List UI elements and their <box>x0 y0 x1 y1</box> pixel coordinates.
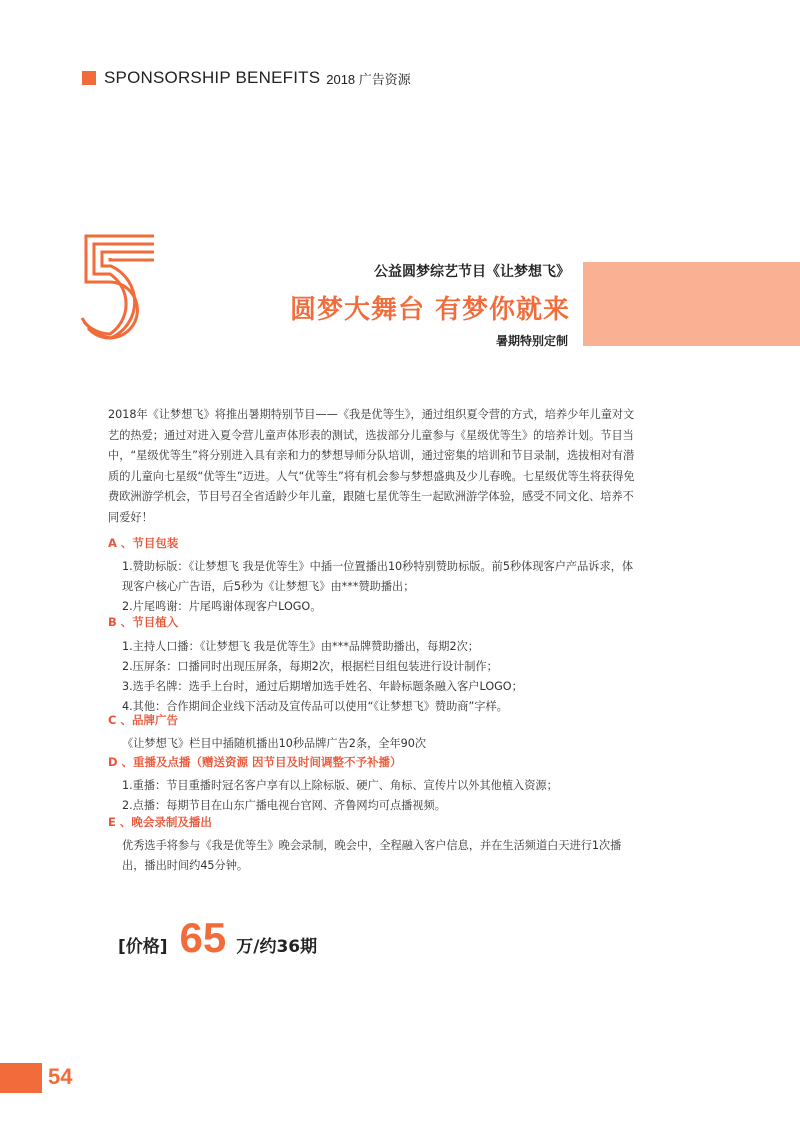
page-number-box <box>0 1063 42 1093</box>
header-square-icon <box>82 71 96 85</box>
page-number: 54 <box>48 1064 73 1089</box>
hero-tag: 暑期特别定制 <box>495 334 568 348</box>
list-item: 2.压屏条：口播同时出现压屏条，每期2次，根据栏目组包装进行设计制作； <box>122 660 498 673</box>
price-value: 65 <box>179 914 227 961</box>
list-item: 2.点播：每期节目在山东广播电视台官网、齐鲁网均可点播视频。 <box>122 799 446 812</box>
list-item: 3.选手名牌：选手上台时，通过后期增加选手姓名、年龄标题条融入客户LOGO； <box>122 680 523 693</box>
section-d-heading: D 、重播及点播（赠送资源 因节目及时间调整不予补播） <box>108 755 402 769</box>
section-a-body <box>122 557 642 617</box>
section-e-body <box>122 836 642 876</box>
section-b-heading: B 、节目植入 <box>108 615 179 629</box>
section-d-body <box>122 776 642 816</box>
big-number-five-icon <box>80 232 160 342</box>
list-item: 4.其他：合作期间企业线下活动及宣传品可以使用“《让梦想飞》赞助商”字样。 <box>122 700 508 713</box>
section-c-body <box>122 734 642 754</box>
list-item: 优秀选手将参与《我是优等生》晚会录制，晚会中，全程融入客户信息，并在生活频道白天进行1次播出，播出时间约45分钟。 <box>122 839 622 872</box>
header-title: SPONSORSHIP BENEFITS <box>104 68 321 87</box>
list-item: 2.片尾鸣谢：片尾鸣谢体现客户LOGO。 <box>122 600 322 613</box>
hero-decorative-bar <box>583 262 800 346</box>
price-block <box>118 914 317 966</box>
intro-paragraph: 2018年《让梦想飞》将推出暑期特别节目——《我是优等生》，通过组织夏令营的方式，培养少年儿童对文艺的热爱；通过对进入夏令营儿童声体形表的测试，选拔部分儿童参与《星级优等生》的培养计划。节目当中，“星级优等生”将分别进入具有亲和力的梦想导师分队培训，通过密集的培训和节目录制，选拔相对有潜质的儿童向七星级“优等生”迈进。人气“优等生”将有机会参与梦想盛典及少儿春晚。七星级优等生将获得免费欧洲游学机会，节目号召全省适龄少年儿童，跟随七星优等生一起欧洲游学体验，感受不同文化、培养不同爱好！ <box>108 408 635 524</box>
header-subtitle: 2018 广告资源 <box>326 71 411 87</box>
section-a-heading: A 、节目包装 <box>108 536 179 550</box>
list-item: 1.重播：节目重播时冠名客户享有以上除标版、硬广、角标、宣传片以外其他植入资源； <box>122 779 558 792</box>
price-label: [价格] <box>118 937 168 957</box>
list-item: 《让梦想飞》栏目中插随机播出10秒品牌广告2条，全年90次 <box>122 737 427 750</box>
price-unit: 万/约36期 <box>236 937 318 957</box>
list-item: 1.主持人口播：《让梦想飞 我是优等生》由***品牌赞助播出，每期2次； <box>122 640 479 653</box>
section-b-body <box>122 637 642 717</box>
hero-title: 圆梦大舞台 有梦你就来 <box>289 295 570 325</box>
section-e-heading: E 、晚会录制及播出 <box>108 815 212 829</box>
page-header <box>82 67 411 89</box>
section-c-heading: C 、品牌广告 <box>108 713 178 727</box>
program-name: 公益圆梦综艺节目《让梦想飞》 <box>374 264 570 280</box>
list-item: 1.赞助标版：《让梦想飞 我是优等生》中插一位置播出10秒特别赞助标版。前5秒体现客户产品诉求，体现客户核心广告语，后5秒为《让梦想飞》由***赞助播出； <box>122 560 634 593</box>
